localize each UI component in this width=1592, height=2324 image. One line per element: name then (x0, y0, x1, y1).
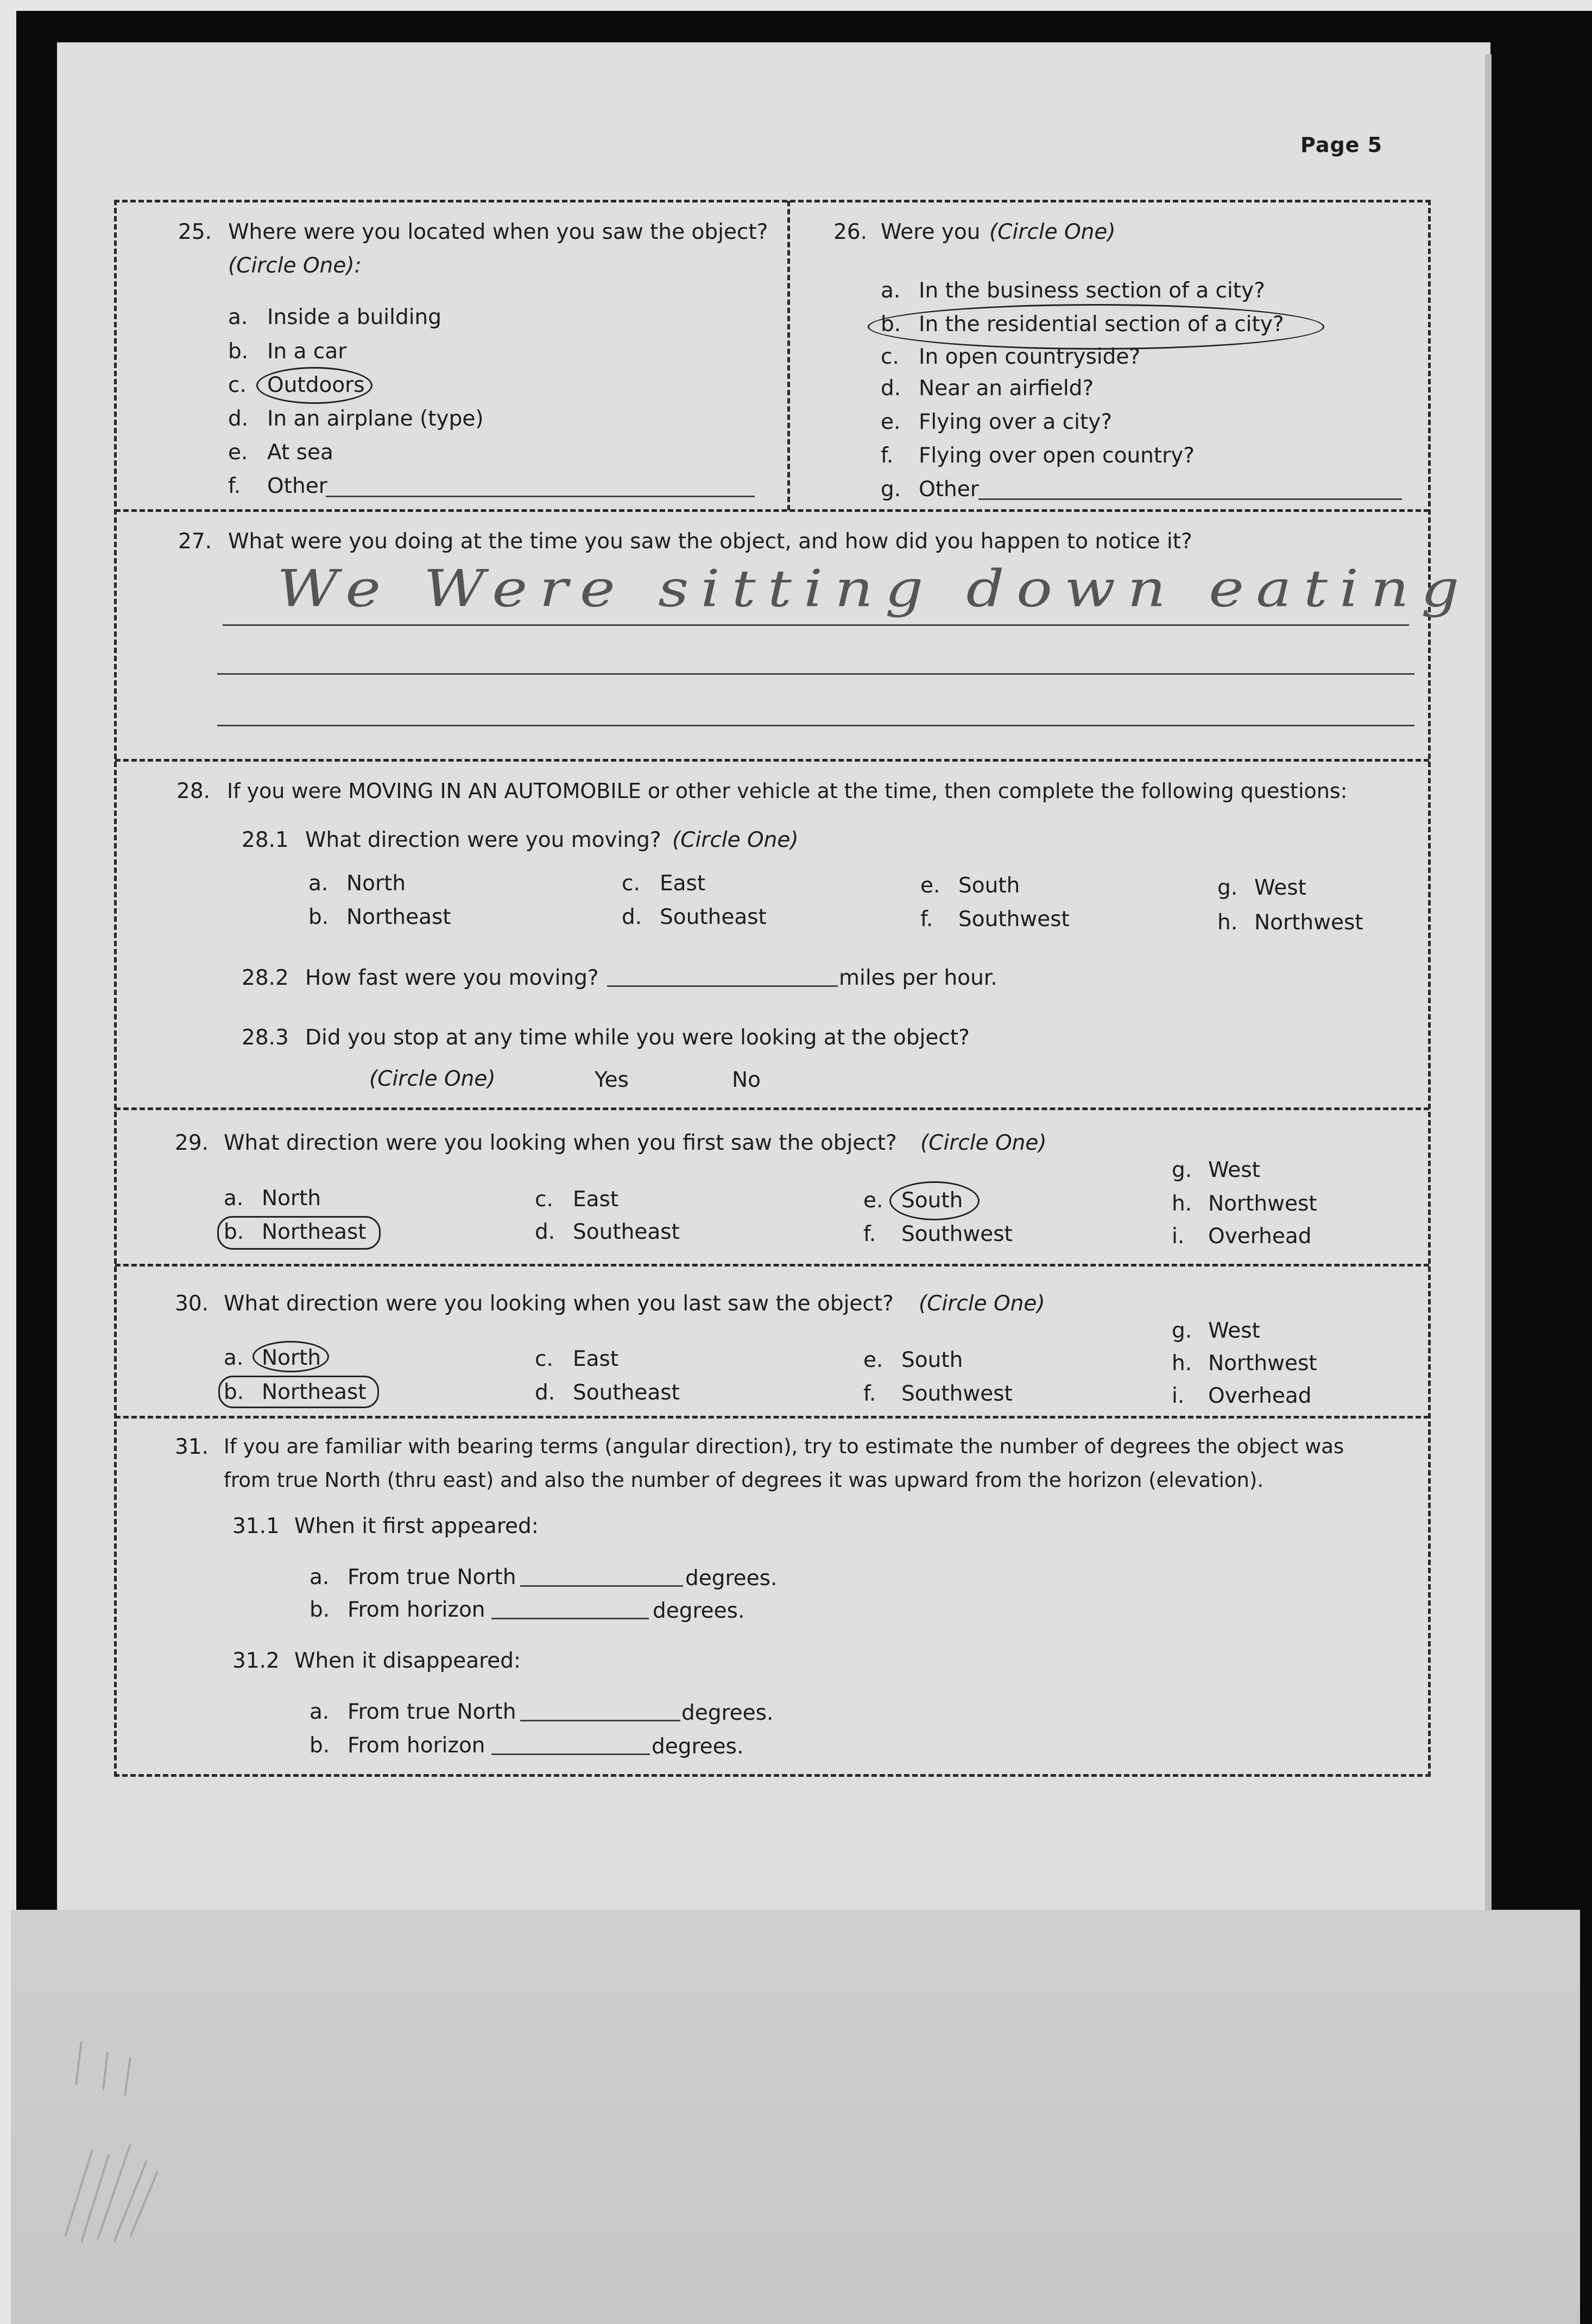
q28-1-option-c-letter: c. (622, 871, 640, 896)
q28-1-number: 28.1 (242, 828, 289, 852)
q29-option-a-letter: a. (224, 1186, 244, 1211)
q28-3-no[interactable]: No (732, 1068, 761, 1092)
q25-option-a[interactable]: Inside a building (267, 305, 442, 330)
q27-answer-line-1[interactable] (223, 624, 1409, 626)
divider-after-q29 (115, 1264, 1429, 1267)
q26-number: 26. (833, 220, 868, 244)
q28-3-instruction: (Circle One) (369, 1067, 496, 1091)
q27-number: 27. (178, 529, 212, 554)
q30-option-f[interactable]: Southwest (901, 1382, 1013, 1406)
q30-option-h[interactable]: Northwest (1208, 1351, 1317, 1376)
q26-option-d[interactable]: Near an airfield? (919, 376, 1094, 401)
q26-answer-circle (868, 304, 1324, 350)
q28-1-option-d-letter: d. (622, 905, 642, 929)
q30-option-b[interactable]: Northeast (262, 1380, 367, 1404)
q25-q26-divider (787, 201, 790, 510)
q31-2-a-label: From true North (348, 1700, 516, 1724)
photo-border-top (0, 0, 1592, 11)
q30-option-b-letter: b. (224, 1380, 244, 1404)
q29-option-d[interactable]: Southeast (573, 1220, 680, 1244)
q29-question: What direction were you looking when you first saw the object? (224, 1131, 897, 1155)
q30-number: 30. (175, 1291, 209, 1316)
q25-option-c-letter: c. (228, 373, 247, 397)
q28-1-option-h[interactable]: Northwest (1254, 910, 1363, 935)
q28-3-question: Did you stop at any time while you were looking at the object? (305, 1025, 970, 1050)
q26-option-b-letter: b. (881, 312, 901, 337)
q25-option-e-letter: e. (228, 440, 248, 465)
q27-handwritten-answer[interactable]: We Were sitting down eating (277, 559, 1471, 618)
q26-instruction: (Circle One) (989, 220, 1116, 244)
q28-1-option-f-letter: f. (920, 907, 933, 932)
q25-option-d[interactable]: In an airplane (type) (267, 407, 484, 431)
q29-instruction: (Circle One) (920, 1131, 1047, 1155)
q30-option-d[interactable]: Southeast (573, 1381, 680, 1405)
q29-option-c[interactable]: East (573, 1187, 619, 1212)
q26-option-b[interactable]: In the residential section of a city? (919, 312, 1284, 337)
q31-2-b-suffix: degrees. (652, 1734, 744, 1759)
q25-option-a-letter: a. (228, 305, 248, 330)
q31-2-a-degrees-line[interactable] (520, 1720, 680, 1721)
q30-option-e[interactable]: South (901, 1348, 963, 1372)
q25-option-f[interactable]: Other (267, 474, 327, 498)
q29-option-a[interactable]: North (262, 1186, 321, 1211)
q28-1-question: What direction were you moving? (305, 828, 661, 852)
q31-2-a-suffix: degrees. (681, 1701, 774, 1725)
q29-option-b[interactable]: Northeast (262, 1220, 367, 1244)
scratch-marks (43, 2019, 174, 2247)
q31-intro-line-1: If you are familiar with bearing terms (angular direction), try to estimate the number of degrees the object was (224, 1435, 1344, 1458)
q28-2-question: How fast were you moving? (305, 966, 599, 990)
q30-option-i-letter: i. (1172, 1384, 1185, 1408)
divider-after-q26 (115, 509, 1429, 512)
q25-option-b-letter: b. (228, 339, 249, 364)
divider-after-q28 (115, 1107, 1429, 1110)
q31-1-b-degrees-line[interactable] (491, 1618, 649, 1619)
q26-option-d-letter: d. (881, 376, 901, 401)
q29-option-d-letter: d. (535, 1220, 555, 1244)
q29-option-e[interactable]: South (901, 1188, 963, 1213)
q25-question: Where were you located when you saw the object? (228, 220, 768, 244)
divider-after-q27 (115, 759, 1429, 762)
q28-1-option-a-letter: a. (308, 871, 328, 896)
q31-2-b-degrees-line[interactable] (491, 1753, 650, 1755)
q31-1-a-label: From true North (348, 1565, 516, 1590)
q29-option-h-letter: h. (1172, 1192, 1192, 1216)
q28-1-option-e-letter: e. (920, 873, 940, 898)
q30-option-g[interactable]: West (1208, 1319, 1260, 1343)
q31-1-b-label: From horizon (348, 1598, 485, 1622)
q29-number: 29. (175, 1131, 209, 1155)
q28-1-option-g-letter: g. (1217, 876, 1238, 900)
q30-question: What direction were you looking when you last saw the object? (224, 1291, 894, 1316)
q29-option-h[interactable]: Northwest (1208, 1192, 1317, 1216)
q25-other-line[interactable] (326, 496, 755, 497)
q29-option-f[interactable]: Southwest (901, 1222, 1013, 1246)
q28-2-speed-line[interactable] (607, 985, 838, 987)
q26-option-e-letter: e. (881, 410, 901, 434)
q30-option-d-letter: d. (535, 1381, 555, 1405)
q26-option-a-letter: a. (881, 278, 901, 303)
q31-1-b-suffix: degrees. (653, 1599, 745, 1623)
q29-answer-circle-e (889, 1181, 980, 1220)
q30-option-a-letter: a. (224, 1346, 244, 1370)
q27-answer-line-3[interactable] (217, 725, 1414, 726)
q29-option-e-letter: e. (863, 1188, 883, 1213)
q25-option-e[interactable]: At sea (267, 440, 333, 465)
q28-3-yes[interactable]: Yes (595, 1068, 629, 1092)
q28-1-option-b-letter: b. (308, 905, 329, 929)
q29-option-g[interactable]: West (1208, 1158, 1260, 1182)
q26-option-g-letter: g. (881, 477, 901, 502)
q29-option-f-letter: f. (863, 1222, 876, 1246)
q30-option-g-letter: g. (1172, 1319, 1192, 1343)
q29-option-i-letter: i. (1172, 1224, 1185, 1249)
q29-option-g-letter: g. (1172, 1158, 1192, 1182)
q30-answer-circle-b (218, 1376, 379, 1408)
q28-1-instruction: (Circle One) (672, 828, 799, 852)
q30-option-f-letter: f. (863, 1382, 876, 1406)
q28-1-option-b[interactable]: Northeast (346, 905, 451, 929)
q31-2-a-letter: a. (309, 1700, 330, 1724)
q28-1-option-f[interactable]: Southwest (958, 907, 1070, 932)
q31-1-a-suffix: degrees. (685, 1566, 778, 1591)
q30-instruction: (Circle One) (919, 1291, 1045, 1316)
q26-question: Were you (881, 220, 981, 244)
q31-2-b-letter: b. (309, 1733, 330, 1758)
q25-instruction: (Circle One): (228, 254, 362, 278)
q28-1-option-c[interactable]: East (660, 871, 706, 896)
q30-option-i[interactable]: Overhead (1208, 1384, 1312, 1408)
q26-option-c[interactable]: In open countryside? (919, 345, 1141, 369)
q28-1-option-h-letter: h. (1217, 910, 1238, 935)
q28-2-number: 28.2 (242, 966, 289, 990)
divider-after-q30 (115, 1416, 1429, 1419)
q27-question: What were you doing at the time you saw the object, and how did you happen to notice it? (228, 529, 1192, 554)
q28-1-option-d[interactable]: Southeast (660, 905, 767, 929)
page-number: Page 5 (1300, 133, 1383, 157)
q26-option-e[interactable]: Flying over a city? (919, 410, 1113, 434)
q25-option-b[interactable]: In a car (267, 339, 347, 364)
q31-intro-line-2: from true North (thru east) and also the number of degrees it was upward from the horizon (elevation). (224, 1468, 1264, 1492)
q28-2-suffix: miles per hour. (839, 966, 997, 990)
q31-2-b-label: From horizon (348, 1733, 485, 1758)
q30-option-a[interactable]: North (262, 1346, 321, 1370)
q26-option-f-letter: f. (881, 444, 894, 468)
q26-option-g[interactable]: Other (919, 477, 979, 502)
q31-1-a-letter: a. (309, 1565, 330, 1590)
q31-2-number: 31.2 (232, 1649, 280, 1673)
q28-1-option-a[interactable]: North (346, 871, 406, 896)
photo-background-lower (11, 1910, 1580, 2324)
q29-option-c-letter: c. (535, 1187, 553, 1212)
q30-answer-circle-a (252, 1341, 329, 1372)
q29-option-b-letter: b. (224, 1220, 244, 1244)
q30-option-e-letter: e. (863, 1348, 883, 1372)
q25-option-f-letter: f. (228, 474, 241, 498)
q25-option-d-letter: d. (228, 407, 249, 431)
q31-2-question: When it disappeared: (294, 1649, 521, 1673)
q30-option-h-letter: h. (1172, 1351, 1192, 1376)
q26-option-a[interactable]: In the business section of a city? (919, 278, 1265, 303)
q29-answer-circle-b (217, 1216, 381, 1250)
q28-number: 28. (176, 779, 211, 803)
q31-1-b-letter: b. (309, 1598, 330, 1622)
q25-option-c[interactable]: Outdoors (267, 373, 365, 397)
q26-option-f[interactable]: Flying over open country? (919, 444, 1195, 468)
q25-answer-circle (256, 367, 372, 404)
q28-question: If you were MOVING IN AN AUTOMOBILE or other vehicle at the time, then complete the following questions: (227, 779, 1348, 803)
page-edge-shadow (1485, 54, 1492, 1911)
q31-1-question: When it first appeared: (294, 1514, 539, 1538)
q29-option-i[interactable]: Overhead (1208, 1224, 1312, 1249)
q30-option-c-letter: c. (535, 1347, 553, 1371)
q28-1-option-e[interactable]: South (958, 873, 1020, 898)
q26-option-c-letter: c. (881, 345, 899, 369)
q30-option-c[interactable]: East (573, 1347, 619, 1371)
q31-1-a-degrees-line[interactable] (520, 1585, 683, 1587)
q28-1-option-g[interactable]: West (1254, 876, 1306, 900)
q28-3-number: 28.3 (242, 1025, 289, 1050)
q27-answer-line-2[interactable] (217, 673, 1414, 675)
q26-other-line[interactable] (978, 498, 1402, 500)
q25-number: 25. (178, 220, 212, 244)
q31-number: 31. (175, 1435, 209, 1459)
q31-1-number: 31.1 (232, 1514, 280, 1538)
